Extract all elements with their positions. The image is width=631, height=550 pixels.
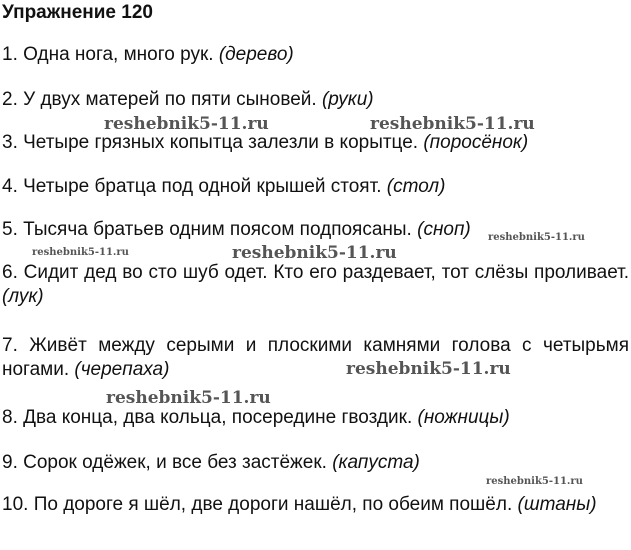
watermark: reshebnik5-11.ru [486,476,583,487]
riddle-text: 1. Одна нога, много рук. [2,44,214,65]
riddle-item [2,451,420,475]
riddle-text: 9. Сорок одёжек, и все без застёжек. [2,452,327,473]
riddle-item [2,43,294,67]
riddle-answer: (стол) [386,176,446,197]
watermark: reshebnik5-11.ru [488,232,585,243]
riddle-answer: (ножницы) [417,407,510,428]
watermark: reshebnik5-11.ru [32,247,129,258]
riddle-text: 3. Четыре грязных копытца залезли в корытце. [2,132,419,153]
watermark: reshebnik5-11.ru [346,359,511,379]
riddle-item [2,175,445,199]
riddle-answer: (дерево) [218,44,294,65]
riddle-item [2,131,528,155]
riddle-text: 5. Тысяча братьев одним поясом подпоясаны. [2,219,412,240]
riddle-text: 4. Четыре братца под одной крышей стоят. [2,176,382,197]
riddle-text: 2. У двух матерей по пяти сыновей. [2,89,317,110]
riddle-answer: (сноп) [417,219,471,240]
riddle-answer: (штаны) [517,494,597,515]
watermark: reshebnik5-11.ru [232,243,397,263]
riddle-item [2,218,471,242]
exercise-title: Упражнение 120 [2,2,153,23]
riddle-item [2,334,629,382]
watermark: reshebnik5-11.ru [104,114,269,134]
riddle-item [2,493,597,517]
riddle-item [2,88,374,112]
riddle-answer: (поросёнок) [423,132,529,153]
riddle-answer: (капуста) [332,452,420,473]
watermark: reshebnik5-11.ru [106,388,271,408]
riddle-text: 7. Живёт между серыми и плоскими камнями голова с четырьмя ногами. [2,335,629,380]
riddle-answer: (черепаха) [74,359,170,380]
watermark: reshebnik5-11.ru [370,114,535,134]
riddle-text: 6. Сидит дед во сто шуб одет. Кто его раздевает, тот слёзы проливает. [2,262,629,283]
riddle-answer: (руки) [321,89,374,110]
riddle-answer: (лук) [2,286,44,307]
riddle-text: 10. По дороге я шёл, две дороги нашёл, по обеим пошёл. [2,494,513,515]
riddle-text: 8. Два конца, два кольца, посередине гвоздик. [2,407,413,428]
riddle-item [2,406,510,430]
riddle-item [2,261,629,309]
